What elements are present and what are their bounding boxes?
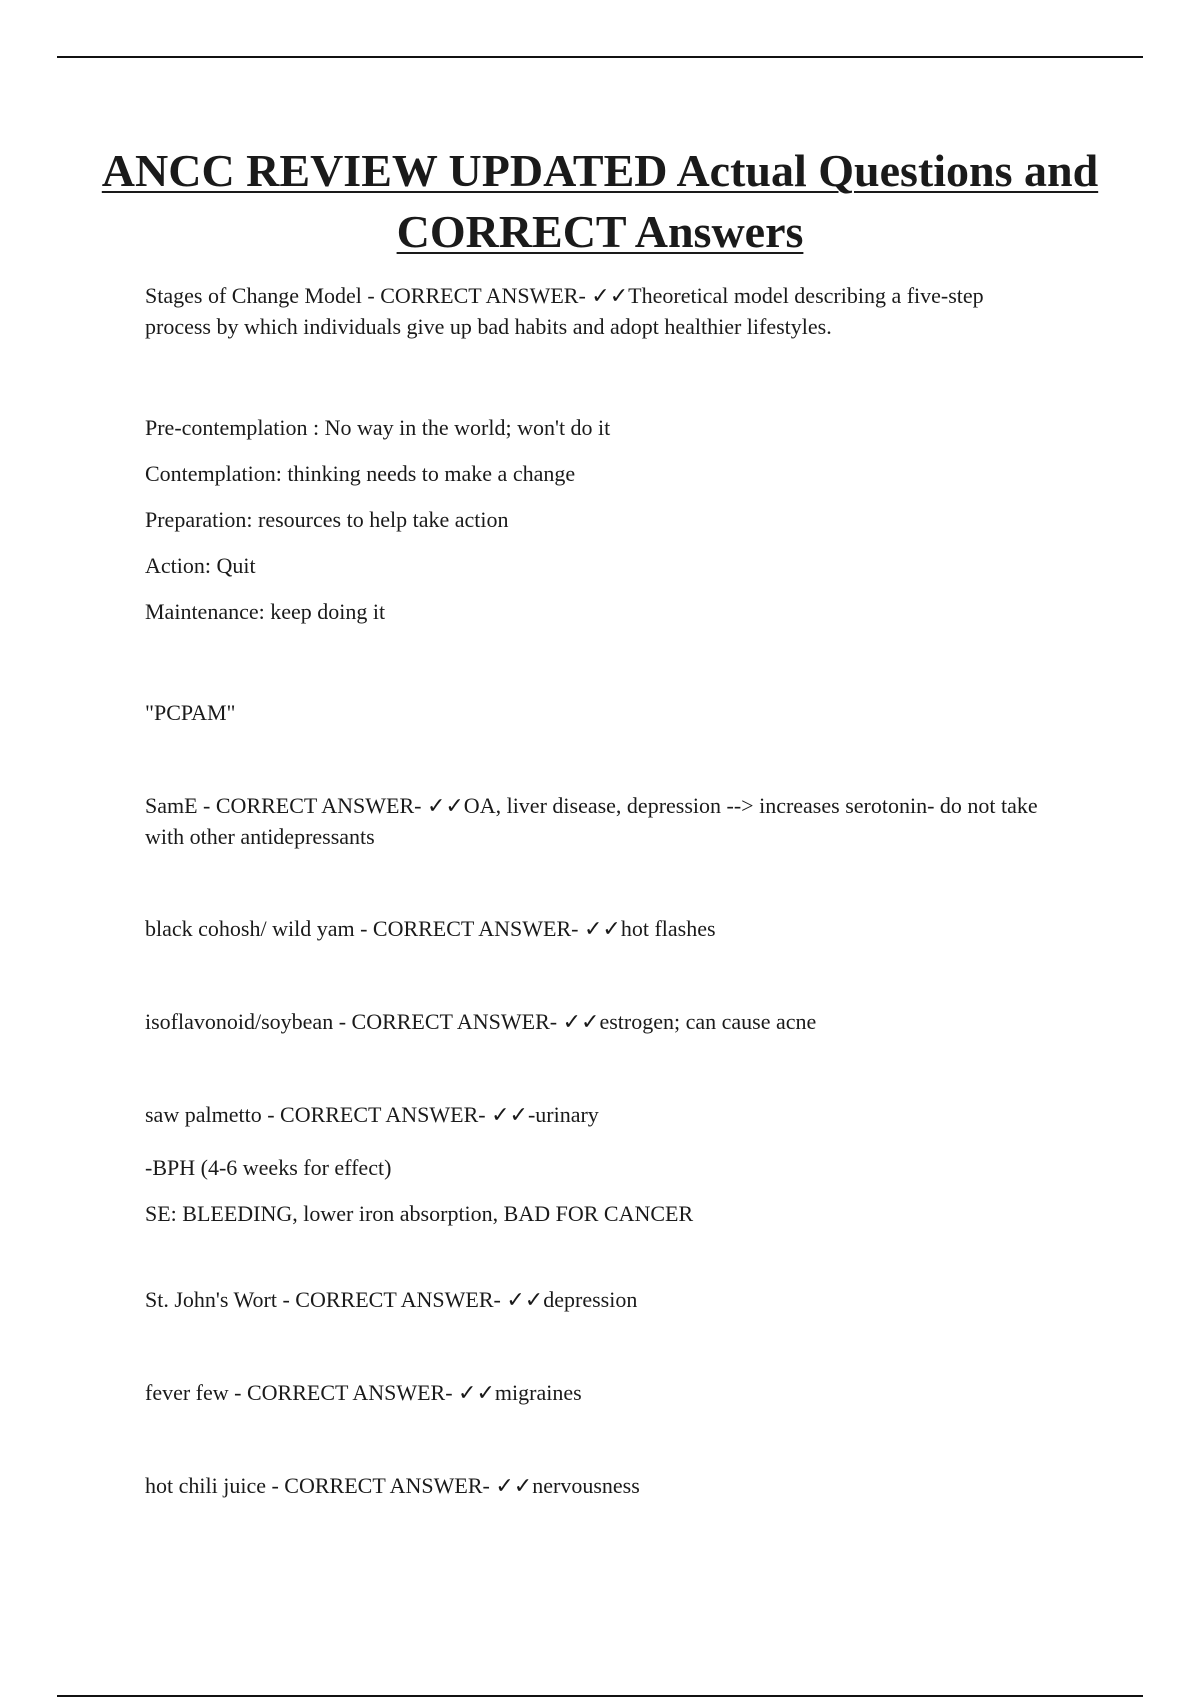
entry-isoflavonoid: isoflavonoid/soybean - CORRECT ANSWER- ✓✓estrogen; can cause acne: [145, 1009, 817, 1034]
entry-pcpam: "PCPAM": [145, 700, 236, 725]
document-body: [145, 280, 1055, 1501]
list-item: -BPH (4-6 weeks for effect): [145, 1155, 392, 1180]
entry-fever-few: fever few - CORRECT ANSWER- ✓✓migraines: [145, 1380, 582, 1405]
entry-same: SamE - CORRECT ANSWER- ✓✓OA, liver disease, depression --> increases serotonin- do not take with other antidepressants: [145, 793, 1038, 849]
list-item: Pre-contemplation : No way in the world; won't do it: [145, 415, 611, 440]
document-title: ANCC REVIEW UPDATED Actual Questions and CORRECT Answers: [101, 145, 1099, 257]
list-item: Contemplation: thinking needs to make a change: [145, 461, 576, 486]
entry-stages-of-change: Stages of Change Model - CORRECT ANSWER- ✓✓Theoretical model describing a five-step process by which individuals give up bad habits and adopt healthier lifestyles.: [145, 283, 984, 339]
list-item: Action: Quit: [145, 553, 256, 578]
list-item: saw palmetto - CORRECT ANSWER- ✓✓-urinary: [145, 1102, 599, 1127]
entry-hot-chili-juice: hot chili juice - CORRECT ANSWER- ✓✓nervousness: [145, 1473, 640, 1498]
entry-st-johns-wort: St. John's Wort - CORRECT ANSWER- ✓✓depression: [145, 1287, 638, 1312]
bottom-rule: [57, 1695, 1143, 1697]
list-item: SE: BLEEDING, lower iron absorption, BAD FOR CANCER: [145, 1201, 694, 1226]
list-item: Preparation: resources to help take action: [145, 507, 509, 532]
entry-stages-list: [145, 405, 1055, 635]
entry-saw-palmetto: [145, 1099, 1055, 1237]
top-rule: [57, 56, 1143, 58]
list-item: Maintenance: keep doing it: [145, 599, 386, 624]
entry-black-cohosh: black cohosh/ wild yam - CORRECT ANSWER- ✓✓hot flashes: [145, 916, 716, 941]
